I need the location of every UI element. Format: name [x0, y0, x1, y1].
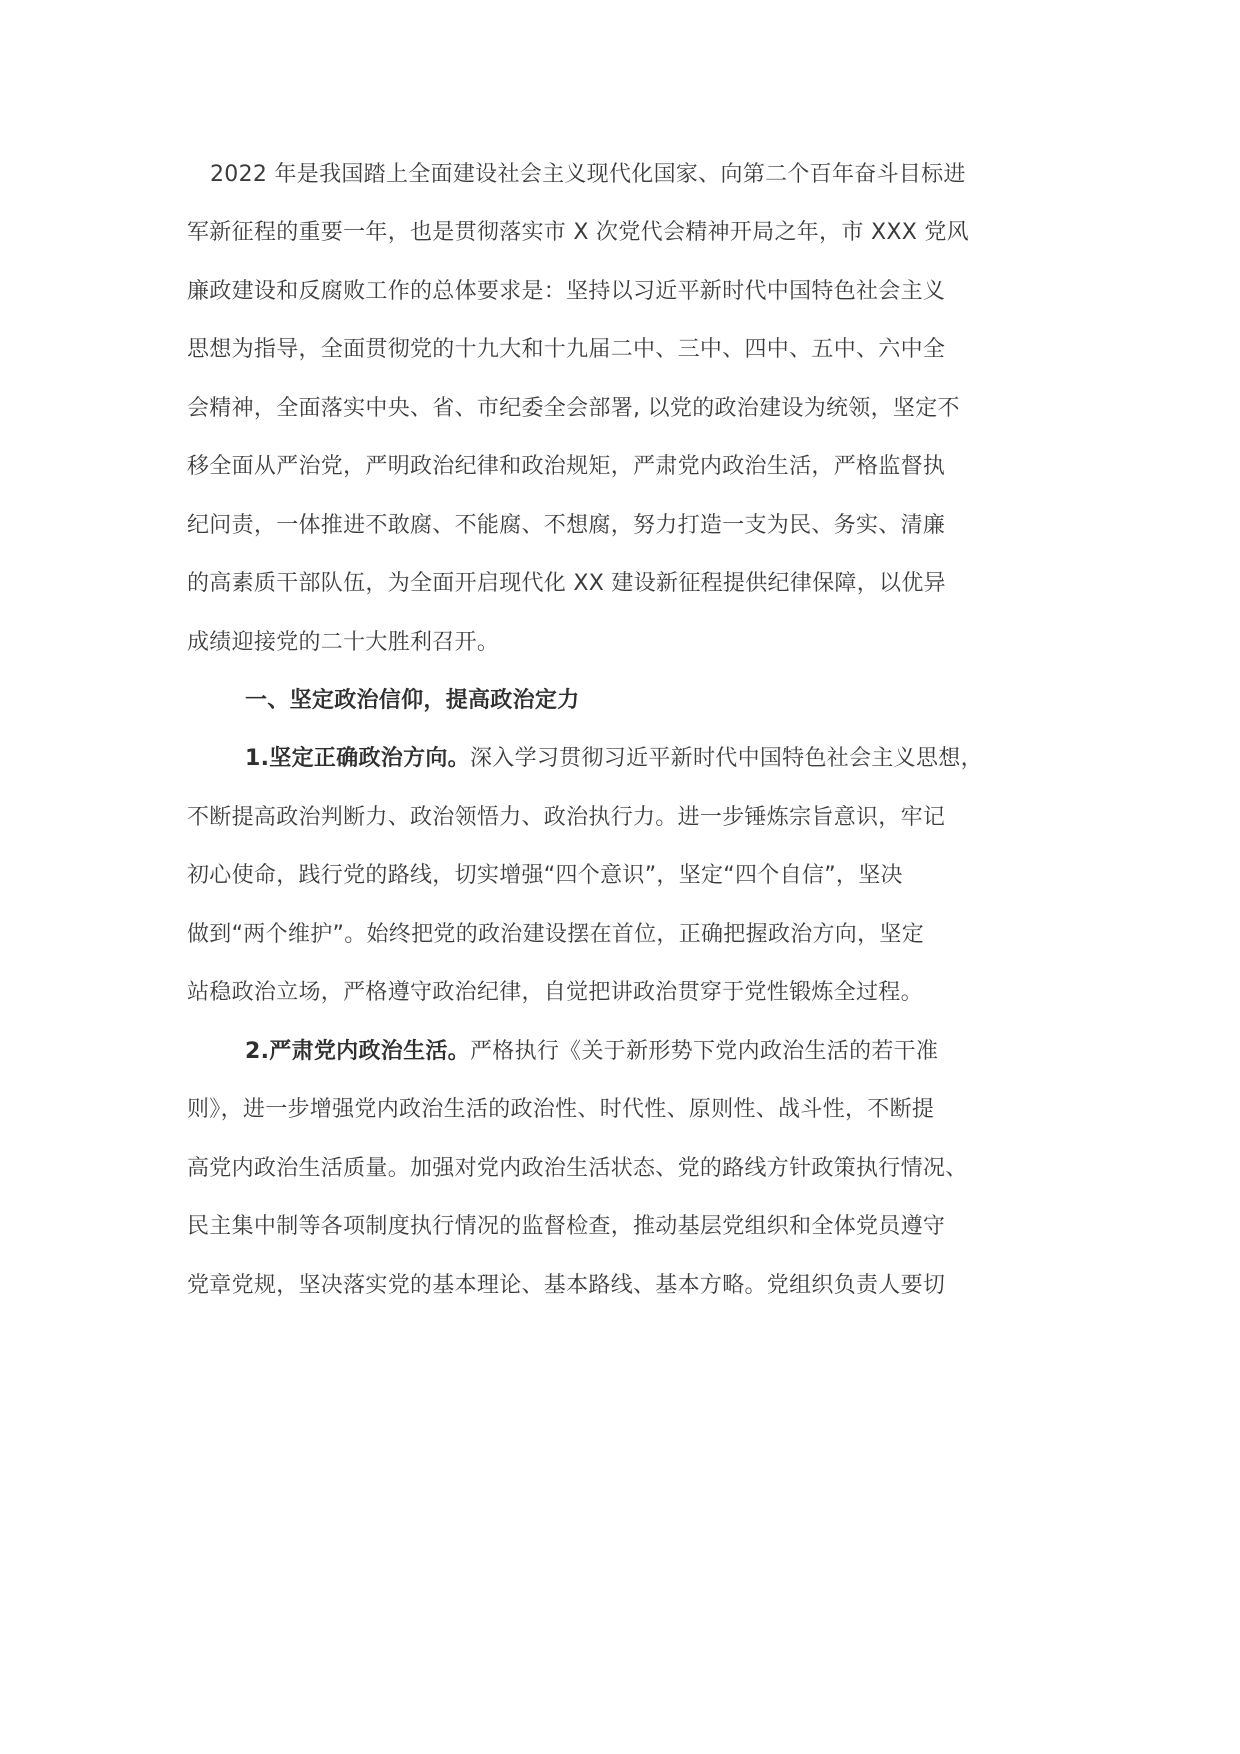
text-line: 2022 年是我国踏上全面建设社会主义现代化国家、向第二个百年奋斗目标进	[210, 162, 966, 187]
text-line: 的高素质干部队伍，为全面开启现代化 XX 建设新征程提供纪律保障，以优异	[187, 571, 946, 596]
text-line: 站稳政治立场，严格遵守政治纪律，自觉把讲政治贯穿于党性锻炼全过程。	[187, 980, 923, 1005]
text-line: 则》，进一步增强党内政治生活的政治性、时代性、原则性、战斗性，不断提	[187, 1097, 935, 1122]
text-line: 移全面从严治党，严明政治纪律和政治规矩，严肃党内政治生活，严格监督执	[187, 454, 946, 479]
text-line: 高党内政治生活质量。加强对党内政治生活状态、党的路线方针政策执行情况、	[187, 1156, 968, 1181]
text-line: 军新征程的重要一年，也是贯彻落实市 X 次党代会精神开局之年，市 XXX 党风	[187, 220, 969, 245]
text-line: 党章党规，坚决落实党的基本理论、基本路线、基本方略。党组织负责人要切	[187, 1273, 946, 1298]
text-line: 成绩迎接党的二十大胜利召开。	[187, 630, 500, 655]
text-line: 初心使命，践行党的路线，切实增强“四个意识”，坚定“四个自信”，坚决	[187, 863, 903, 888]
text-line: 会精神，全面落实中央、省、市纪委全会部署, 以党的政治建设为统领，坚定不	[187, 396, 960, 421]
text-line: 不断提高政治判断力、政治领悟力、政治执行力。进一步锤炼宗旨意识，牢记	[187, 805, 946, 830]
section-heading: 一、坚定政治信仰，提高政治定力	[245, 688, 580, 713]
text-line: 民主集中制等各项制度执行情况的监督检查，推动基层党组织和全体党员遵守	[187, 1214, 946, 1239]
item-2-first-line: 严格执行《关于新形势下党内政治生活的若干准	[469, 1039, 939, 1064]
text-line: 纪问责，一体推进不敢腐、不能腐、不想腐，努力打造一支为民、务实、清廉	[187, 513, 946, 538]
text-line: 思想为指导，全面贯彻党的十九大和十九届二中、三中、四中、五中、六中全	[187, 337, 946, 362]
item-1-first-line: 深入学习贯彻习近平新时代中国特色社会主义思想，	[469, 746, 983, 771]
text-line	[245, 1037, 938, 1067]
text-line: 廉政建设和反腐败工作的总体要求是：坚持以习近平新时代中国特色社会主义	[187, 279, 946, 304]
item-2-lead: 2.严肃党内政治生活。	[245, 1039, 470, 1064]
item-1-lead: 1.坚定正确政治方向。	[245, 746, 470, 771]
text-line	[245, 744, 983, 774]
text-line: 做到“两个维护”。始终把党的政治建设摆在首位，正确把握政治方向，坚定	[187, 922, 924, 947]
